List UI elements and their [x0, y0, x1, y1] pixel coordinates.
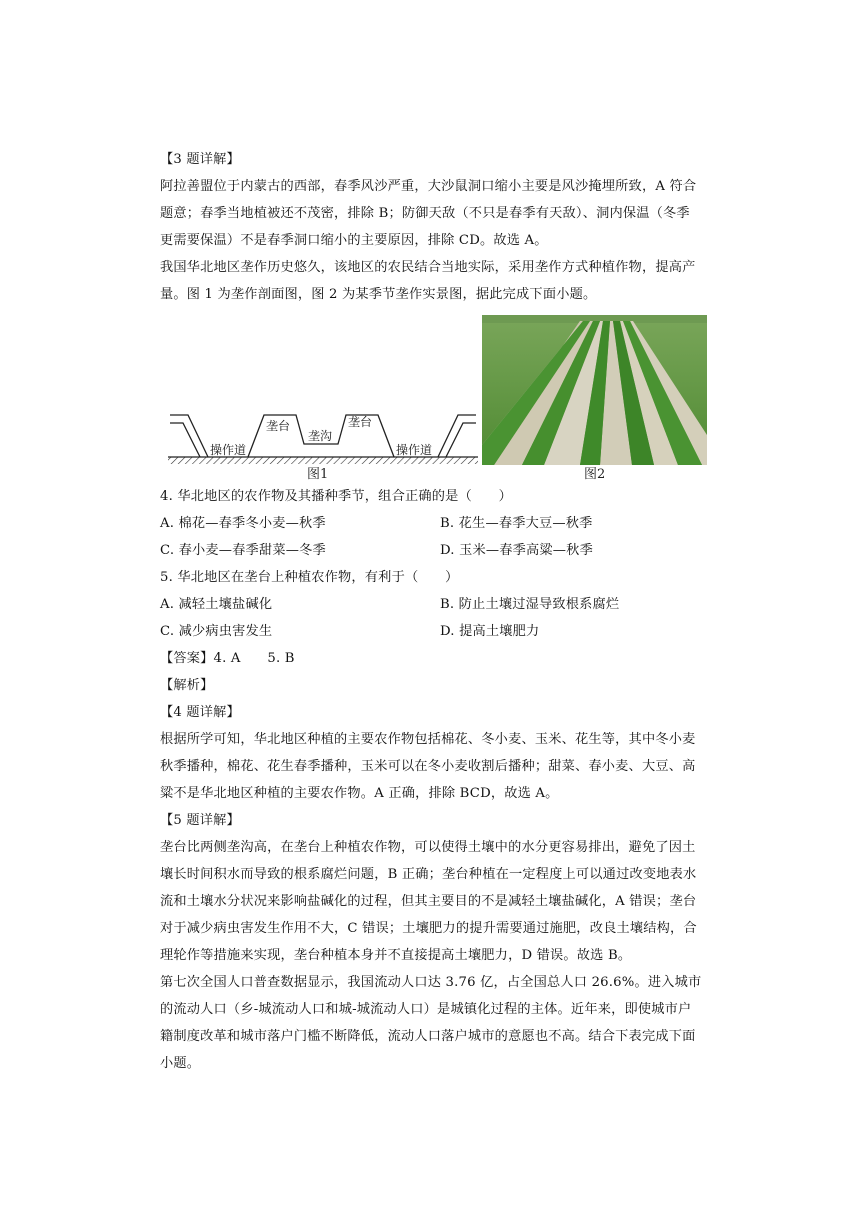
- section3-line-3: 更需要保温）不是春季洞口缩小的主要原因，排除 CD。故选 A。: [160, 233, 548, 248]
- label-ridge-right: 垄台: [348, 415, 373, 429]
- intro-line-2: 量。图 1 为垄作剖面图，图 2 为某季节垄作实景图，据此完成下面小题。: [160, 287, 597, 302]
- section5-line-3: 流和土壤水分状况来影响盐碱化的过程，但其主要目的不是减轻土壤盐碱化，A 错误；垄台: [160, 894, 697, 909]
- q4-option-c: C. 春小麦—春季甜菜—冬季: [160, 543, 326, 558]
- answer-line: 【答案】4. A 5. B: [160, 651, 295, 666]
- label-furrow: 垄沟: [308, 429, 333, 443]
- intro-line-1: 我国华北地区垄作历史悠久，该地区的农民结合当地实际，采用垄作方式种植作物，提高产: [160, 260, 696, 275]
- figure1-caption: 图1: [307, 467, 329, 482]
- field-illustration: [482, 315, 707, 465]
- census-line-1: 第七次全国人口普查数据显示，我国流动人口达 3.76 亿，占全国总人口 26.6%。进入城市: [160, 975, 702, 990]
- section3-heading: 【3 题详解】: [160, 152, 240, 167]
- section4-heading: 【4 题详解】: [160, 705, 240, 720]
- section5-heading: 【5 题详解】: [160, 813, 240, 828]
- q5-option-b: B. 防止土壤过湿导致根系腐烂: [440, 597, 620, 612]
- section3-line-1: 阿拉善盟位于内蒙古的西部，春季风沙严重，大沙鼠洞口缩小主要是风沙掩埋所致，A 符合: [160, 179, 697, 194]
- census-line-3: 籍制度改革和城市落户门槛不断降低，流动人口落户城市的意愿也不高。结合下表完成下面: [160, 1029, 696, 1044]
- analysis-heading: 【解析】: [160, 678, 214, 693]
- section3-line-2: 题意；春季当地植被还不茂密，排除 B；防御天敌（不只是春季有天敌）、洞内保温（冬季: [160, 206, 690, 221]
- q4-option-d: D. 玉米—春季高粱—秋季: [440, 543, 593, 558]
- q5-option-a: A. 减轻土壤盐碱化: [160, 597, 273, 612]
- label-path-right: 操作道: [396, 443, 433, 457]
- q5-option-d: D. 提高土壤肥力: [440, 624, 540, 639]
- figure2-caption: 图2: [584, 467, 606, 482]
- section4-line-3: 粱不是华北地区种植的主要农作物。A 正确，排除 BCD，故选 A。: [160, 786, 559, 801]
- label-path-left: 操作道: [210, 443, 247, 457]
- q4-stem: 4. 华北地区的农作物及其播种季节，组合正确的是（ ）: [160, 489, 513, 504]
- q5-option-c: C. 减少病虫害发生: [160, 624, 273, 639]
- section4-line-1: 根据所学可知，华北地区种植的主要农作物包括棉花、冬小麦、玉米、花生等，其中冬小麦: [160, 732, 696, 747]
- section5-line-4: 对于减少病虫害发生作用不大，C 错误；土壤肥力的提升需要通过施肥，改良土壤结构，合: [160, 921, 697, 936]
- section4-line-2: 秋季播种，棉花、花生春季播种，玉米可以在冬小麦收割后播种；甜菜、春小麦、大豆、高: [160, 759, 696, 774]
- census-line-2: 的流动人口（乡-城流动人口和城-城流动人口）是城镇化过程的主体。近年来，即使城市户: [160, 1002, 692, 1017]
- census-line-4: 小题。: [160, 1056, 201, 1071]
- section5-line-5: 理轮作等措施来实现，垄台种植本身并不直接提高土壤肥力，D 错误。故选 B。: [160, 948, 632, 963]
- ridge-profile-diagram: [160, 312, 480, 472]
- field-photo: [482, 315, 707, 465]
- label-ridge-left: 垄台: [266, 419, 291, 433]
- figure-area: [160, 312, 710, 482]
- q4-option-a: A. 棉花—春季冬小麦—秋季: [160, 516, 326, 531]
- section5-line-1: 垄台比两侧垄沟高，在垄台上种植农作物，可以使得土壤中的水分更容易排出，避免了因土: [160, 840, 696, 855]
- q4-option-b: B. 花生—春季大豆—秋季: [440, 516, 593, 531]
- q5-stem: 5. 华北地区在垄台上种植农作物，有利于（ ）: [160, 570, 459, 585]
- section5-line-2: 壤长时间积水而导致的根系腐烂问题，B 正确；垄台种植在一定程度上可以通过改变地表水: [160, 867, 697, 882]
